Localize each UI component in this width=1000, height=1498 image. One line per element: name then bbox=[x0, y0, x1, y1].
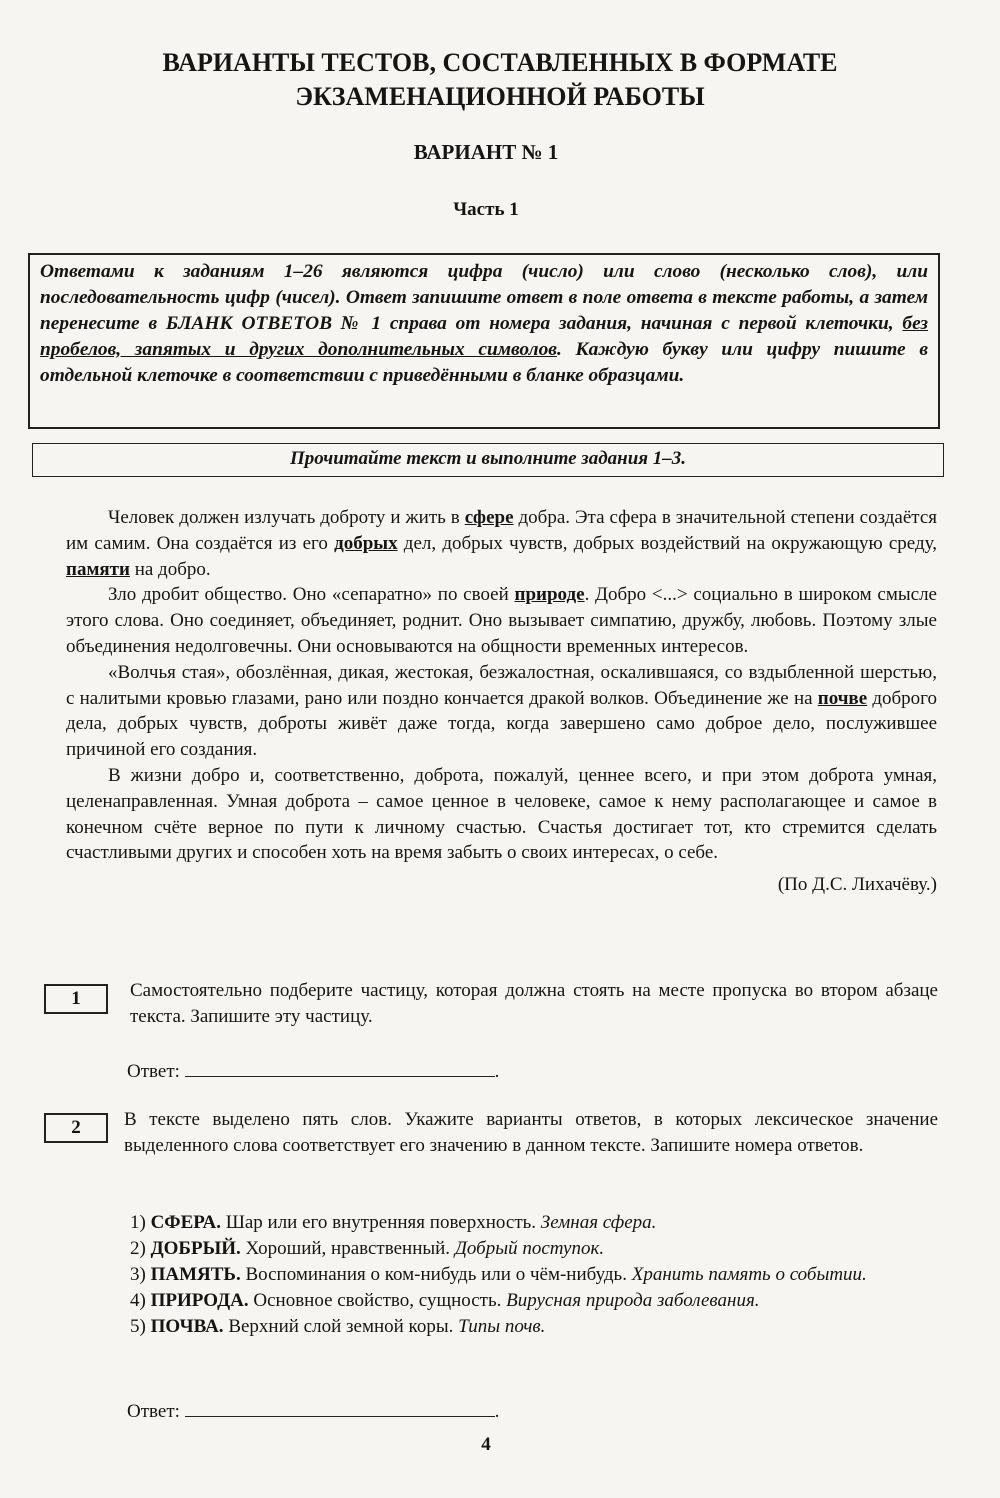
task-1-number-box: 1 bbox=[44, 984, 108, 1014]
option-2: 2) ДОБРЫЙ. Хороший, нравственный. Добрый поступок. bbox=[130, 1238, 605, 1259]
paragraph-3: «Волчья стая», обозлённая, дикая, жестокая, безжалостная, оскалившаяся, со вздыбленной шерстью, с налитыми кровью глазами, рано или поздно кончается дракой волков. Объединение же на почве доброго дела, добрых чувств, доброты живёт даже тогда, когда завершено само доброе дело, послужившее причиной его создания. bbox=[66, 661, 938, 761]
instructions-underlined: без пробелов, запятых и других дополнительных символов bbox=[40, 313, 928, 360]
part-heading: Часть 1 bbox=[453, 199, 519, 220]
highlighted-word: памяти bbox=[66, 558, 130, 580]
option-4: 4) ПРИРОДА. Основное свойство, сущность. Вирусная природа заболевания. bbox=[130, 1290, 760, 1311]
task-2-text: В тексте выделено пять слов. Укажите варианты ответов, в которых лексическое значение выделенного слова соответствует его значению в данном тексте. Запишите номера ответов. bbox=[124, 1109, 938, 1156]
title-line-2: ЭКЗАМЕНАЦИОННОЙ РАБОТЫ bbox=[295, 82, 705, 111]
author-attribution: (По Д.С. Лихачёву.) bbox=[777, 874, 937, 896]
answer-label: Ответ: bbox=[127, 1061, 180, 1082]
paragraph-1: Человек должен излучать доброту и жить в сфере добра. Эта сфера в значительной степени создаётся им самим. Она создаётся из его добрых дел, добрых чувств, добрых воздействий на окружающую среду, памяти на добро. bbox=[66, 507, 938, 580]
option-1: 1) СФЕРА. Шар или его внутренняя поверхность. Земная сфера. bbox=[130, 1212, 657, 1233]
highlighted-word: сфере bbox=[464, 507, 514, 528]
title-line-1: ВАРИАНТЫ ТЕСТОВ, СОСТАВЛЕННЫХ В ФОРМАТЕ bbox=[162, 48, 838, 77]
paragraph-4: В жизни добро и, соответственно, доброта, пожалуй, ценнее всего, и при этом доброта умная, целенаправленная. Умная доброта – самое ценное в человеке, самое к нему располагающее и самое в конечном счёте верное по пути к личному счастью. Счастья достигает тот, кто стремится сделать счастливыми других и способен хоть на время забыть о своих интересах, о себе. bbox=[66, 764, 937, 864]
instructions-text: Ответами к заданиям 1–26 являются цифра (число) или слово (несколько слов), или последовательность цифр (чисел). Ответ запишите ответ в поле ответа в тексте работы, а затем перенесите в БЛАНК ОТВЕТОВ № 1 справа от номера задания, начиная с первой клеточки, bbox=[40, 261, 928, 334]
highlighted-word: почве bbox=[817, 687, 868, 709]
task-2-answer: Ответ: . bbox=[127, 1398, 499, 1423]
highlighted-word: природе bbox=[514, 584, 585, 606]
instructions-box bbox=[28, 253, 940, 429]
task-2-options bbox=[130, 1210, 930, 1340]
page-title bbox=[0, 46, 1000, 114]
task-1-answer: Ответ: . bbox=[127, 1058, 499, 1083]
option-5: 5) ПОЧВА. Верхний слой земной коры. Типы почв. bbox=[130, 1316, 546, 1337]
highlighted-word: добрых bbox=[334, 532, 398, 554]
task-2-answer-field[interactable] bbox=[185, 1398, 495, 1417]
task-1-text: Самостоятельно подберите частицу, которая должна стоять на месте пропуска во втором абзаце текста. Запишите эту частицу. bbox=[130, 980, 938, 1027]
paragraph-2: Зло дробит общество. Оно «сепаратно» по своей природе. Добро <...> социально в широком смысле этого слова. Оно соединяет, объединяет, роднит. Оно вызывает симпатию, дружбу, любовь. Поэтому злые объединения недолговечны. Они основываются на общности временных интересов. bbox=[66, 584, 937, 657]
reading-passage bbox=[66, 505, 937, 898]
instructions-text-end: . Каждую букву или цифру пишите в отдельной клеточке в соответствии с приведёнными в бланке образцами. bbox=[40, 339, 928, 386]
variant-heading: ВАРИАНТ № 1 bbox=[413, 140, 559, 164]
task-1-answer-field[interactable] bbox=[185, 1058, 495, 1077]
task-2-number-box: 2 bbox=[44, 1113, 108, 1143]
answer-label: Ответ: bbox=[127, 1401, 180, 1422]
read-task-box: Прочитайте текст и выполните задания 1–3. bbox=[32, 443, 944, 477]
page-number: 4 bbox=[481, 1434, 491, 1455]
option-3: 3) ПАМЯТЬ. Воспоминания о ком-нибудь или о чём-нибудь. Хранить память о событии. bbox=[130, 1264, 867, 1285]
